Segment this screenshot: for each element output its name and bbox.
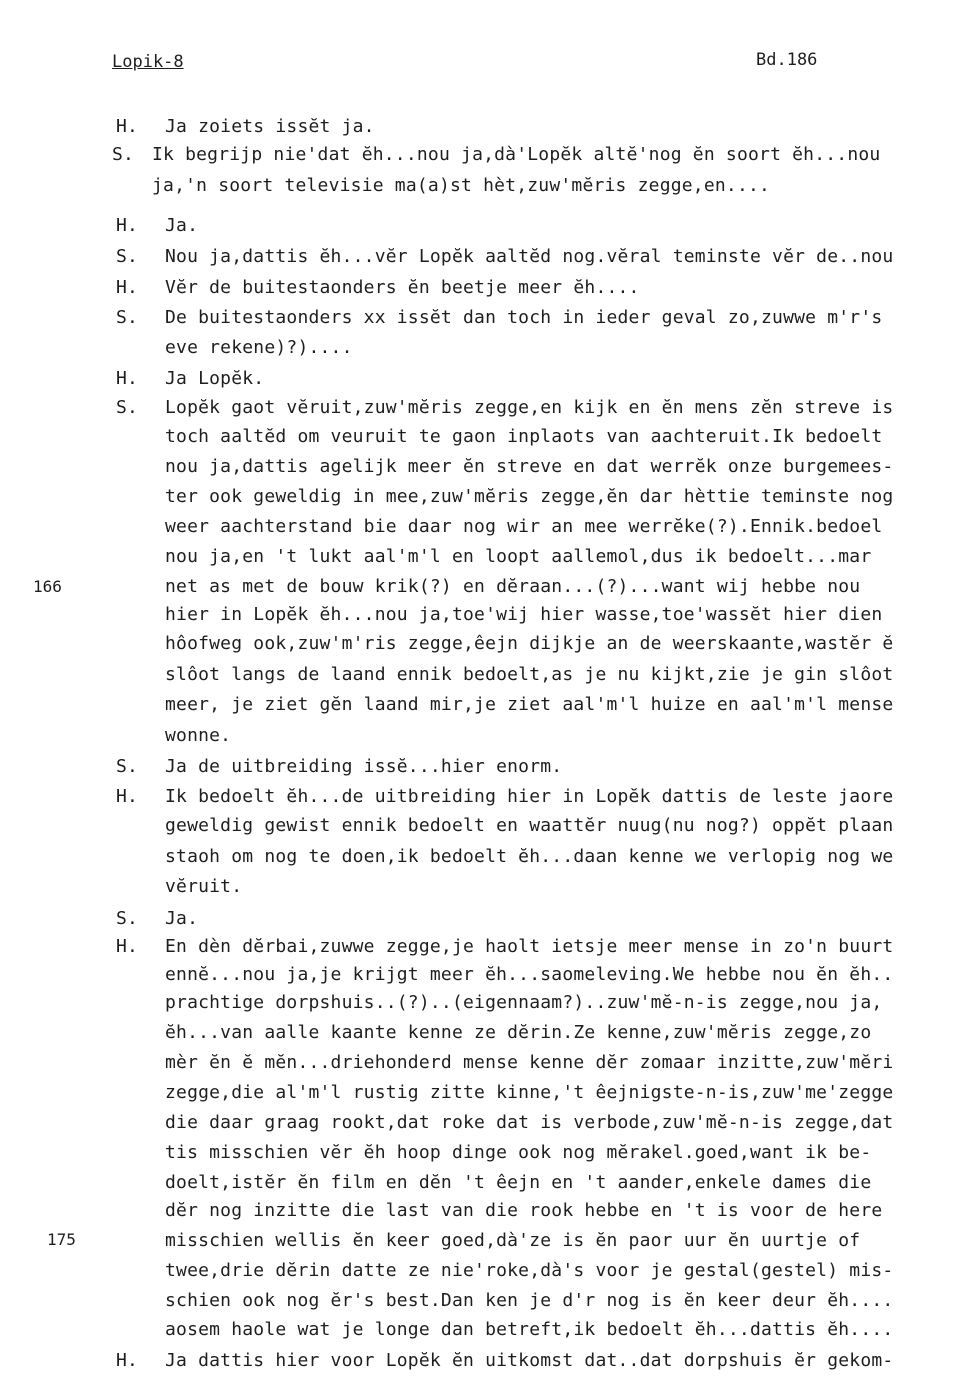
margin-line-number: 175	[47, 1230, 76, 1249]
utterance-text: Nou ja,dattis ĕh...vĕr Lopĕk aaltĕd nog.vĕral teminste vĕr de..nou	[165, 246, 894, 267]
utterance-text: eve rekene)?)....	[165, 337, 353, 358]
speaker-label: H.	[116, 786, 139, 807]
utterance-text: geweldig gewist ennik bedoelt en waattĕr nuug(nu nog?) oppĕt plaan	[165, 815, 894, 836]
utterance-text: ter ook geweldig in mee,zuw'mĕris zegge,ĕn dar hèttie teminste nog	[165, 486, 894, 507]
speaker-label: S.	[116, 908, 139, 929]
speaker-label: S.	[116, 307, 139, 328]
utterance-text: schien ook nog ĕr's best.Dan ken je d'r nog is ĕn keer deur ĕh....	[165, 1290, 894, 1311]
utterance-text: dĕr nog inzitte die last van die rook hebbe en 't is voor de here	[165, 1200, 883, 1221]
document-id: Lopik-8	[112, 52, 184, 72]
utterance-text: hôofweg ook,zuw'm'ris zegge,êejn dijkje an de weerskaante,wastĕr ĕ	[165, 633, 894, 654]
page-number: Bd.186	[756, 50, 818, 70]
utterance-text: staoh om nog te doen,ik bedoelt ĕh...daan kenne we verlopig nog we	[165, 846, 894, 867]
utterance-text: slôot langs de laand ennik bedoelt,as je nu kijkt,zie je gin slôot	[165, 664, 894, 685]
speaker-label: H.	[116, 116, 139, 137]
utterance-text: Ja.	[165, 215, 199, 236]
speaker-label: S.	[116, 246, 139, 267]
utterance-text: tis misschien vĕr ĕh hoop dinge ook nog mĕrakel.goed,want ik be-	[165, 1142, 872, 1163]
utterance-text: Ja.	[165, 908, 199, 929]
utterance-text: Ik begrijp nie'dat ĕh...nou ja,dà'Lopĕk altĕ'nog ĕn soort ĕh...nou	[152, 144, 881, 165]
utterance-text: ennĕ...nou ja,je krijgt meer ĕh...saomeleving.We hebbe nou ĕn ĕh..	[165, 964, 894, 985]
utterance-text: meer, je ziet gĕn laand mir,je ziet aal'm'l huize en aal'm'l mense	[165, 694, 894, 715]
utterance-text: nou ja,en 't lukt aal'm'l en loopt aallemol,dus ik bedoelt...mar	[165, 546, 872, 567]
speaker-label: S.	[112, 144, 135, 165]
utterance-text: misschien wellis ĕn keer goed,dà'ze is ĕn paor uur ĕn uurtje of	[165, 1230, 861, 1251]
utterance-text: twee,drie dĕrin datte ze nie'roke,dà's voor je gestal(gestel) mis-	[165, 1260, 894, 1281]
utterance-text: De buitestaonders xx issĕt dan toch in ieder geval zo,zuwwe m'r's	[165, 307, 883, 328]
utterance-text: mèr ĕn ĕ mĕn...driehonderd mense kenne dĕr zomaar inzitte,zuw'mĕri	[165, 1052, 894, 1073]
utterance-text: aosem haole wat je longe dan betreft,ik bedoelt ĕh...dattis ĕh....	[165, 1319, 894, 1340]
utterance-text: nou ja,dattis agelijk meer ĕn streve en dat werrĕk onze burgemees-	[165, 456, 894, 477]
utterance-text: En dèn dĕrbai,zuwwe zegge,je haolt ietsje meer mense in zo'n buurt	[165, 936, 894, 957]
utterance-text: prachtige dorpshuis..(?)..(eigennaam?)..zuw'mĕ-n-is zegge,nou ja,	[165, 992, 883, 1013]
utterance-text: Vĕr de buitestaonders ĕn beetje meer ĕh....	[165, 277, 640, 298]
utterance-text: net as met de bouw krik(?) en dĕraan...(?)...want wij hebbe nou	[165, 576, 861, 597]
speaker-label: H.	[116, 936, 139, 957]
speaker-label: S.	[116, 756, 139, 777]
utterance-text: Ja Lopĕk.	[165, 368, 265, 389]
speaker-label: H.	[116, 368, 139, 389]
utterance-text: wonne.	[165, 725, 232, 746]
utterance-text: ĕh...van aalle kaante kenne ze dĕrin.Ze kenne,zuw'mĕris zegge,zo	[165, 1022, 872, 1043]
speaker-label: H.	[116, 215, 139, 236]
utterance-text: Ja dattis hier voor Lopĕk ĕn uitkomst dat..dat dorpshuis ĕr gekom-	[165, 1350, 894, 1371]
utterance-text: Ik bedoelt ĕh...de uitbreiding hier in Lopĕk dattis de leste jaore	[165, 786, 894, 807]
utterance-text: zegge,die al'm'l rustig zitte kinne,'t êejnigste-n-is,zuw'me'zegge	[165, 1082, 894, 1103]
utterance-text: Lopĕk gaot vĕruit,zuw'mĕris zegge,en kijk en ĕn mens zĕn streve is	[165, 397, 894, 418]
utterance-text: ja,'n soort televisie ma(a)st hèt,zuw'mĕris zegge,en....	[152, 175, 771, 196]
speaker-label: H.	[116, 277, 139, 298]
utterance-text: hier in Lopĕk ĕh...nou ja,toe'wij hier wasse,toe'wassĕt hier dien	[165, 604, 883, 625]
utterance-text: vĕruit.	[165, 876, 243, 897]
utterance-text: die daar graag rookt,dat roke dat is verbode,zuw'mĕ-n-is zegge,dat	[165, 1112, 894, 1133]
utterance-text: Ja zoiets issĕt ja.	[165, 116, 375, 137]
utterance-text: toch aaltĕd om veuruit te gaon inplaots van aachteruit.Ik bedoelt	[165, 426, 883, 447]
utterance-text: weer aachterstand bie daar nog wir an mee werrĕke(?).Ennik.bedoel	[165, 516, 883, 537]
utterance-text: doelt,istĕr ĕn film en dĕn 't êejn en 't aander,enkele dames die	[165, 1172, 872, 1193]
speaker-label: H.	[116, 1350, 139, 1371]
utterance-text: Ja de uitbreiding issĕ...hier enorm.	[165, 756, 563, 777]
margin-line-number: 166	[33, 577, 62, 596]
speaker-label: S.	[116, 397, 139, 418]
